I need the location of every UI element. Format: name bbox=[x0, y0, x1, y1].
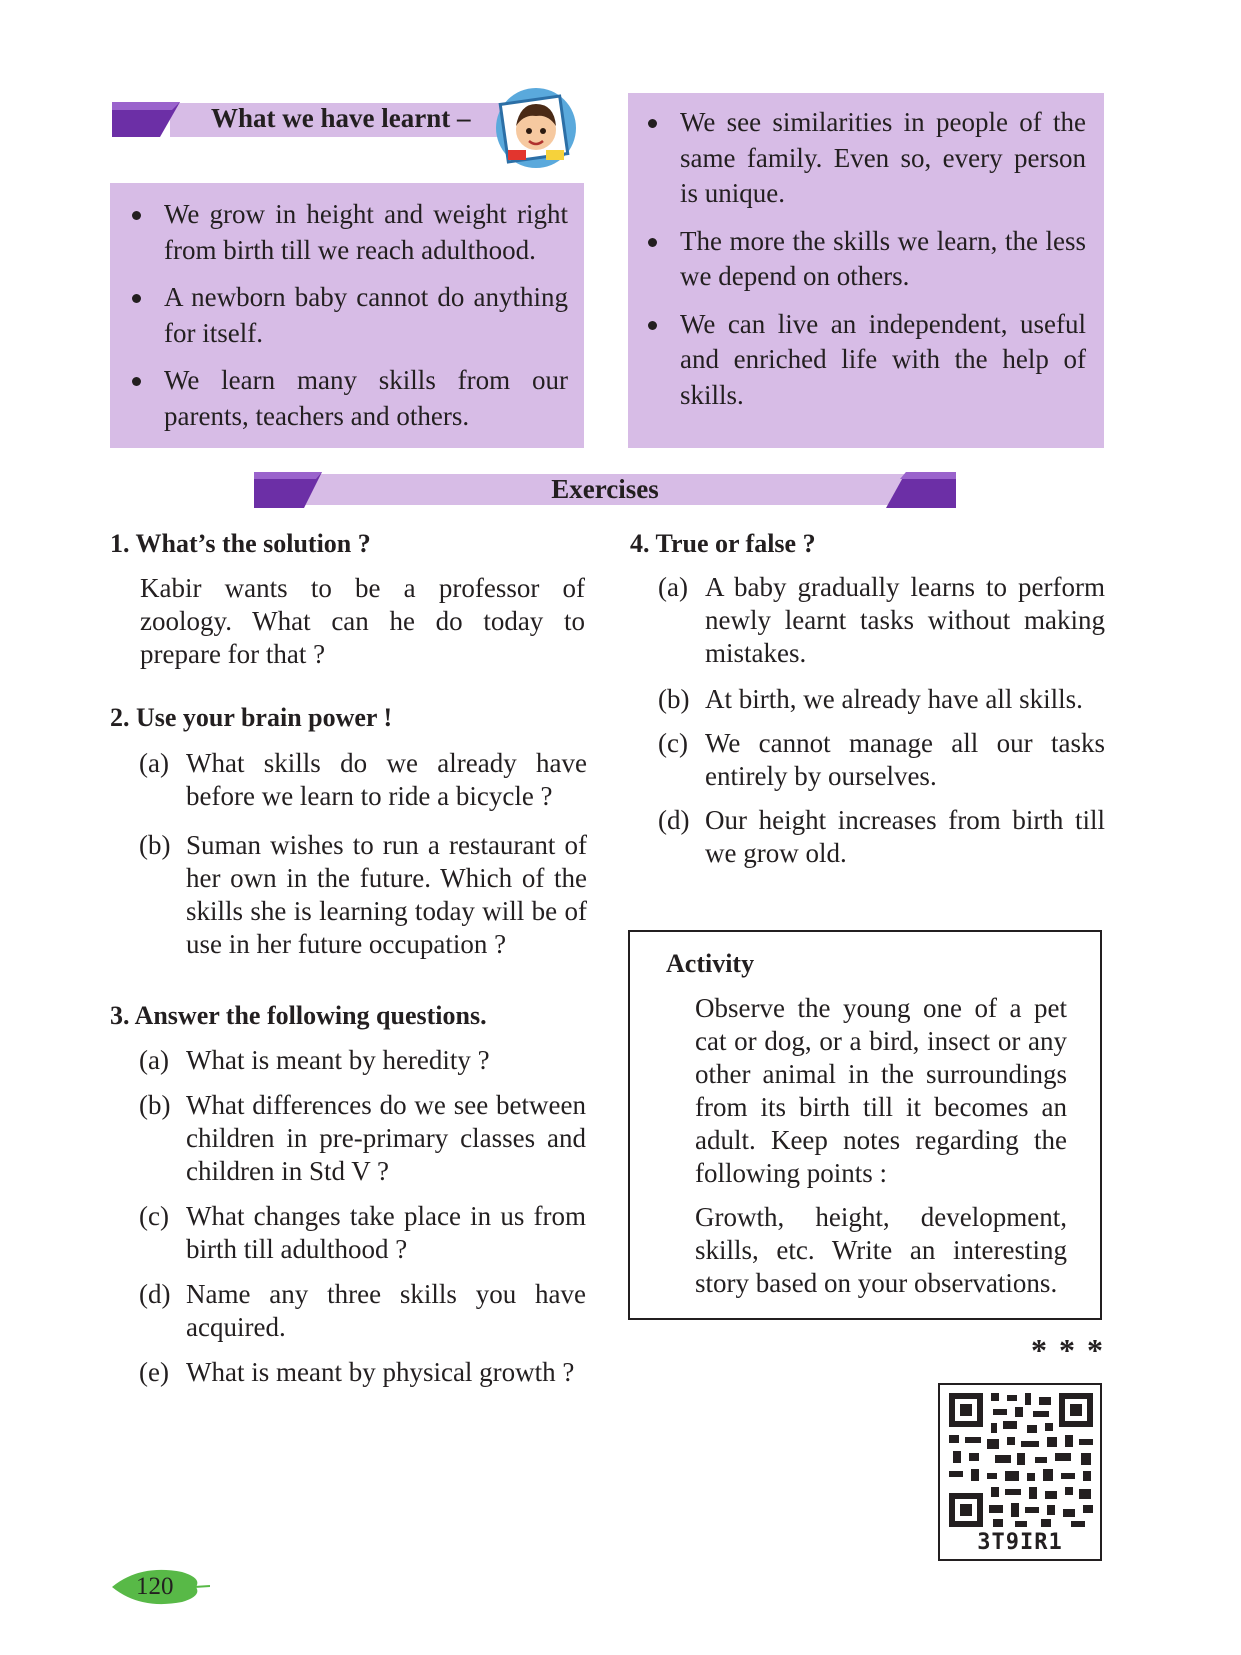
end-mark: * * * bbox=[1031, 1332, 1105, 1368]
question-1 bbox=[110, 528, 585, 671]
item-label: (b) bbox=[139, 1090, 171, 1120]
summary-box-left bbox=[110, 183, 584, 448]
question-4-title: 4. True or false ? bbox=[630, 529, 816, 558]
list-item bbox=[139, 1089, 586, 1188]
list-item bbox=[658, 571, 1105, 670]
item-label: (c) bbox=[139, 1201, 169, 1231]
item-label: (e) bbox=[139, 1357, 169, 1387]
qr-code-box bbox=[938, 1383, 1102, 1561]
question-1-title: 1. What’s the solution ? bbox=[110, 529, 371, 558]
item-label: (a) bbox=[658, 572, 688, 602]
item-text: Name any three skills you have acquired. bbox=[186, 1279, 586, 1342]
child-mascot-icon bbox=[490, 86, 582, 172]
activity-paragraph: Growth, height, development, skills, etc. Write an interesting story based on your observations. bbox=[695, 1202, 1067, 1298]
qr-code-icon bbox=[947, 1391, 1095, 1529]
activity-title: Activity bbox=[666, 949, 755, 978]
item-label: (c) bbox=[658, 728, 688, 758]
question-2 bbox=[110, 702, 587, 961]
item-label: (a) bbox=[139, 748, 169, 778]
question-1-body: Kabir wants to be a professor of zoology. What can he do today to prepare for that ? bbox=[140, 573, 585, 669]
item-text: Suman wishes to run a restaurant of her own in the future. Which of the skills she is learning today will be of use in her future occupation ? bbox=[186, 830, 587, 959]
question-4 bbox=[630, 528, 1105, 870]
item-text: What is meant by physical growth ? bbox=[186, 1357, 575, 1387]
item-label: (b) bbox=[658, 684, 690, 714]
item-label: (d) bbox=[658, 805, 690, 835]
question-3 bbox=[110, 1000, 586, 1389]
summary-point: The more the skills we learn, the less we depend on others. bbox=[638, 224, 1086, 295]
summary-box-right bbox=[628, 93, 1104, 448]
item-label: (a) bbox=[139, 1045, 169, 1075]
summary-heading: What we have learnt – bbox=[211, 103, 471, 133]
summary-heading-banner bbox=[110, 100, 550, 137]
item-text: Our height increases from birth till we grow old. bbox=[705, 805, 1105, 868]
item-text: What differences do we see between children in pre-primary classes and children in Std V ? bbox=[186, 1090, 586, 1186]
qr-code-label: 3T9IR1 bbox=[977, 1530, 1063, 1555]
summary-point: We learn many skills from our parents, teachers and others. bbox=[122, 363, 568, 434]
activity-box bbox=[628, 930, 1102, 1320]
item-text: We cannot manage all our tasks entirely by ourselves. bbox=[705, 728, 1105, 791]
list-item bbox=[139, 1200, 586, 1266]
activity-paragraph: Observe the young one of a pet cat or dog, or a bird, insect or any other animal in the surroundings from its birth till it becomes an adult. Keep notes regarding the following points : bbox=[695, 993, 1067, 1188]
item-text: What skills do we already have before we learn to ride a bicycle ? bbox=[186, 748, 587, 811]
item-label: (d) bbox=[139, 1279, 171, 1309]
list-item bbox=[139, 1356, 586, 1389]
page-number-badge bbox=[110, 1568, 210, 1606]
list-item bbox=[658, 727, 1105, 793]
list-item bbox=[658, 804, 1105, 870]
item-text: What changes take place in us from birth till adulthood ? bbox=[186, 1201, 586, 1264]
list-item bbox=[139, 829, 587, 961]
question-3-title: 3. Answer the following questions. bbox=[110, 1001, 487, 1030]
item-label: (b) bbox=[139, 830, 171, 860]
summary-point: We see similarities in people of the same family. Even so, every person is unique. bbox=[638, 105, 1086, 212]
summary-point: A newborn baby cannot do anything for itself. bbox=[122, 280, 568, 351]
list-item bbox=[139, 1044, 586, 1077]
question-2-title: 2. Use your brain power ! bbox=[110, 703, 393, 732]
summary-point: We can live an independent, useful and enriched life with the help of skills. bbox=[638, 307, 1086, 414]
item-text: A baby gradually learns to perform newly learnt tasks without making mistakes. bbox=[705, 572, 1105, 668]
exercises-heading: Exercises bbox=[551, 474, 659, 504]
item-text: What is meant by heredity ? bbox=[186, 1045, 490, 1075]
summary-point: We grow in height and weight right from birth till we reach adulthood. bbox=[122, 197, 568, 268]
page-number: 120 bbox=[136, 1573, 174, 1600]
list-item bbox=[658, 683, 1105, 716]
list-item bbox=[139, 747, 587, 813]
list-item bbox=[139, 1278, 586, 1344]
exercises-banner bbox=[254, 470, 956, 508]
item-text: At birth, we already have all skills. bbox=[705, 684, 1083, 714]
